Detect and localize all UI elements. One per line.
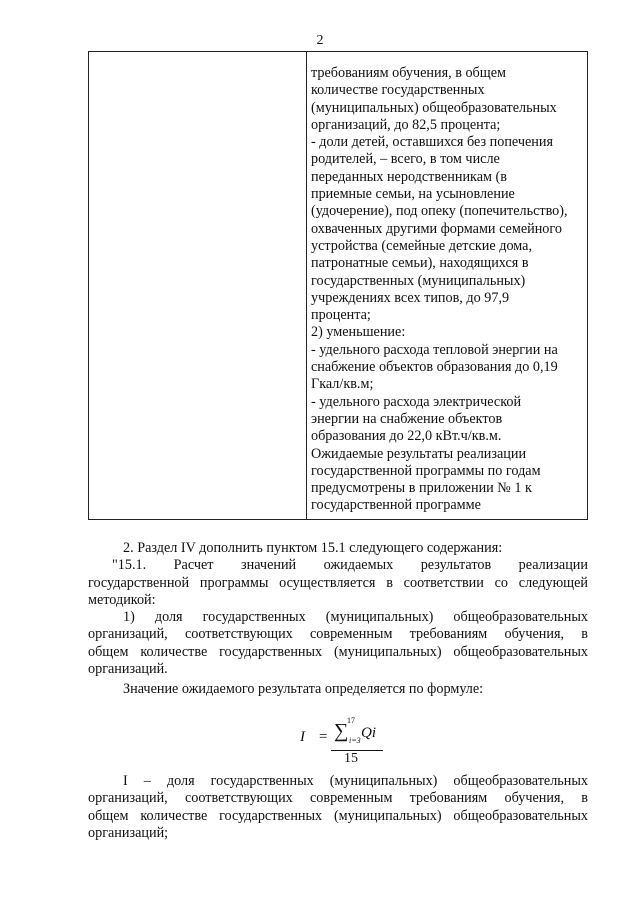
- paragraph-line: 1) доля государственных (муниципальных) общеобразовательных: [123, 609, 588, 626]
- table-cell-line: приемные семьи, на усыновление: [311, 186, 515, 203]
- formula: [300, 714, 410, 766]
- table-column-divider: [306, 52, 307, 519]
- paragraph-line: организаций.: [88, 661, 168, 678]
- table-cell-line: устройства (семейные детские дома,: [311, 237, 533, 254]
- table-cell-line: (удочерение), под опеку (попечительство),: [311, 203, 568, 220]
- sum-lower-limit: i=3: [349, 736, 361, 745]
- table-cell-line: государственной программы по годам: [311, 462, 541, 479]
- table-cell-line: учреждениях всех типов, до 97,9: [311, 289, 510, 306]
- paragraph-line: общем количестве государственных (муниципальных) общеобразовательных: [88, 643, 588, 660]
- table-right-cell: [311, 65, 583, 515]
- table-cell-line: охваченных другими формами семейного: [311, 220, 562, 237]
- paragraph-line: "15.1. Расчет значений ожидаемых результатов реализации: [112, 557, 588, 574]
- paragraph-line: общем количестве государственных (муниципальных) общеобразовательных: [88, 807, 588, 824]
- table-cell-line: снабжение объектов образования до 0,19: [311, 359, 558, 376]
- table-cell-line: Гкал/кв.м;: [311, 376, 374, 393]
- table-cell-line: родителей, – всего, в том числе: [311, 151, 500, 168]
- table-cell-line: (муниципальных) общеобразовательных: [311, 99, 557, 116]
- table-cell-line: переданных неродственникам (в: [311, 168, 507, 185]
- paragraph-line: государственной программы осуществляется в соответствии со следующей: [88, 574, 588, 591]
- table-cell-line: количестве государственных: [311, 82, 485, 99]
- table-cell-line: энергии на снабжение объектов: [311, 410, 503, 427]
- formula-intro-text: Значение ожидаемого результата определяется по формуле:: [123, 681, 484, 697]
- formula-lhs: I: [300, 729, 305, 745]
- paragraph-line: организаций, соответствующих современным требованиям обучения, в: [88, 626, 588, 643]
- table-cell-line: предусмотрены в приложении № 1 к: [311, 480, 532, 497]
- table-cell-line: процента;: [311, 307, 371, 324]
- paragraph-line: организаций, соответствующих современным требованиям обучения, в: [88, 790, 588, 807]
- table-cell-line: 2) уменьшение:: [311, 324, 406, 341]
- table-cell-line: - удельного расхода электрической: [311, 393, 522, 410]
- formula-equals: =: [319, 729, 328, 745]
- results-table: [88, 51, 588, 520]
- sigma-symbol: ∑: [334, 720, 349, 742]
- definition-text: [88, 773, 588, 842]
- page-number: 2: [316, 33, 324, 48]
- paragraph-line: I – доля государственных (муниципальных) общеобразовательных: [123, 773, 588, 789]
- sum-upper-limit: 17: [347, 716, 355, 725]
- table-cell-line: государственных (муниципальных): [311, 272, 526, 289]
- table-cell-line: - доли детей, оставшихся без попечения: [311, 134, 554, 151]
- paragraph-line: организаций;: [88, 824, 169, 841]
- paragraph-line: методикой:: [88, 591, 156, 608]
- table-cell-line: Ожидаемые результаты реализации: [311, 445, 527, 462]
- formula-intro: [88, 681, 588, 698]
- table-cell-line: организаций, до 82,5 процента;: [311, 116, 501, 133]
- table-cell-line: образования до 22,0 кВт.ч/кв.м.: [311, 428, 502, 445]
- formula-summand: Qi: [361, 725, 376, 741]
- table-cell-line: патронатные семьи), находящихся в: [311, 255, 529, 272]
- table-cell-line: - удельного расхода тепловой энергии на: [311, 341, 558, 358]
- table-cell-line: требованиям обучения, в общем: [311, 65, 506, 81]
- item-2-heading: 2. Раздел IV дополнить пунктом 15.1 следующего содержания:: [123, 540, 503, 556]
- table-cell-line: государственной программе: [311, 497, 481, 514]
- formula-denominator: 15: [344, 751, 358, 766]
- body-text: [88, 540, 588, 678]
